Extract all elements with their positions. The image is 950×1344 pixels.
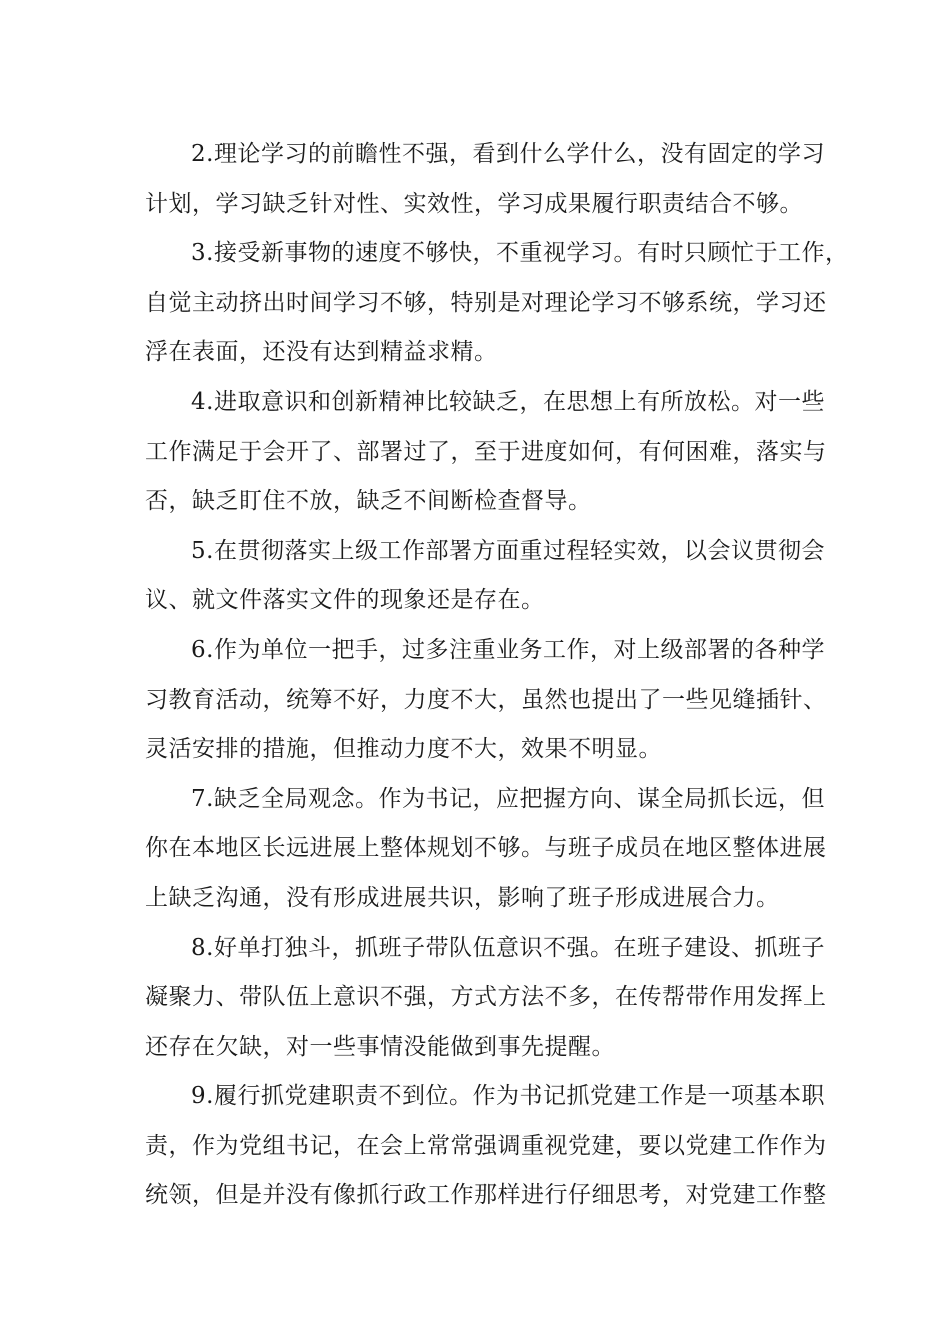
text-line: 否，缺乏盯住不放，缺乏不间断检查督导。 <box>145 488 592 515</box>
text-line: 6.作为单位一把手，过多注重业务工作，对上级部署的各种学 <box>191 636 825 663</box>
text-line: 你在本地区长远进展上整体规划不够。与班子成员在地区整体进展 <box>145 835 827 862</box>
text-line: 浮在表面，还没有达到精益求精。 <box>145 339 498 366</box>
text-line: 习教育活动，统筹不好，力度不大，虽然也提出了一些见缝插针、 <box>145 686 827 713</box>
text-line: 议、就文件落实文件的现象还是存在。 <box>145 587 545 614</box>
paragraph-item-9 <box>145 1072 827 1221</box>
text-line: 自觉主动挤出时间学习不够，特别是对理论学习不够系统，学习还 <box>145 289 827 316</box>
paragraph-item-5 <box>145 527 825 626</box>
paragraph-item-7 <box>145 775 827 924</box>
text-line: 8.好单打独斗，抓班子带队伍意识不强。在班子建设、抓班子 <box>191 934 825 961</box>
text-line: 计划，学习缺乏针对性、实效性，学习成果履行职责结合不够。 <box>145 190 803 217</box>
text-line: 5.在贯彻落实上级工作部署方面重过程轻实效，以会议贯彻会 <box>191 537 825 564</box>
text-line: 4.进取意识和创新精神比较缺乏，在思想上有所放松。对一些 <box>191 388 825 415</box>
paragraph-item-2 <box>145 130 825 229</box>
text-line: 2.理论学习的前瞻性不强，看到什么学什么，没有固定的学习 <box>191 141 825 167</box>
paragraph-item-3 <box>145 229 849 378</box>
text-line: 统领，但是并没有像抓行政工作那样进行仔细思考，对党建工作整 <box>145 1182 827 1209</box>
document-body <box>145 130 849 1221</box>
paragraph-item-4 <box>145 378 827 527</box>
paragraph-item-8 <box>145 924 827 1073</box>
text-line: 灵活安排的措施，但推动力度不大，效果不明显。 <box>145 736 662 763</box>
text-line: 上缺乏沟通，没有形成进展共识，影响了班子形成进展合力。 <box>145 884 780 911</box>
paragraph-item-6 <box>145 626 827 775</box>
text-line: 工作满足于会开了、部署过了，至于进度如何，有何困难，落实与 <box>145 438 827 465</box>
text-line: 凝聚力、带队伍上意识不强，方式方法不多，在传帮带作用发挥上 <box>145 984 827 1011</box>
text-line: 责，作为党组书记，在会上常常强调重视党建，要以党建工作作为 <box>145 1132 827 1159</box>
text-line: 7.缺乏全局观念。作为书记，应把握方向、谋全局抓长远，但 <box>191 785 825 812</box>
text-line: 还存在欠缺，对一些事情没能做到事先提醒。 <box>145 1033 615 1060</box>
text-line: 3.接受新事物的速度不够快，不重视学习。有时只顾忙于工作， <box>191 240 849 267</box>
text-line: 9.履行抓党建职责不到位。作为书记抓党建工作是一项基本职 <box>191 1083 825 1110</box>
